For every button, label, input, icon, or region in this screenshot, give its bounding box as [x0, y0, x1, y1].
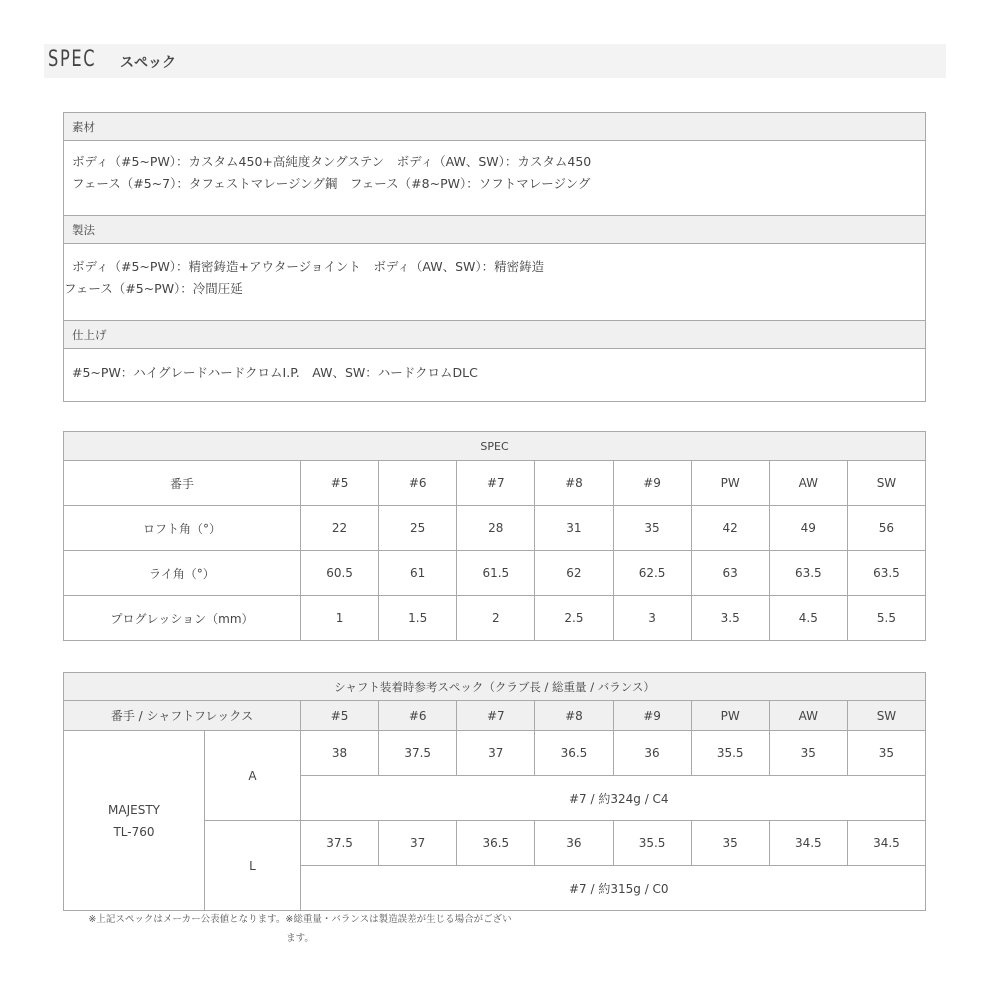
method-line: ボディ（#5~PW）：精密鋳造+アウタージョイント ボディ（AW、SW）：精密鋳造 [72, 259, 545, 274]
materials-table [63, 112, 926, 402]
shaft-model [64, 731, 205, 911]
spec-cell: 49 [769, 506, 847, 551]
spec-cell: 62 [535, 551, 613, 596]
shaft-length-cell: 37 [379, 821, 457, 866]
spec-cell: #8 [535, 461, 613, 506]
spec-table-title: SPEC [64, 432, 926, 461]
spec-cell: 28 [457, 506, 535, 551]
spec-cell: 56 [847, 506, 925, 551]
spec-cell: 5.5 [847, 596, 925, 641]
materials-line: ボディ（#5~PW）：カスタム450+高純度タングステン ボディ（AW、SW）：カスタム450 [72, 154, 592, 169]
spec-cell: 60.5 [301, 551, 379, 596]
shaft-length-cell: 35.5 [613, 821, 691, 866]
shaft-length-cell: 34.5 [847, 821, 925, 866]
shaft-column-header: #9 [613, 701, 691, 731]
section-title-band [44, 44, 946, 78]
shaft-length-row [64, 731, 926, 776]
shaft-column-header: #5 [301, 701, 379, 731]
shaft-length-cell: 35 [691, 821, 769, 866]
shaft-spec-table [63, 672, 926, 911]
spec-cell: 62.5 [613, 551, 691, 596]
shaft-flex: A [205, 731, 301, 821]
section-title-en: SPEC [48, 47, 97, 72]
footnote [63, 910, 537, 948]
spec-cell: 63.5 [769, 551, 847, 596]
shaft-length-cell: 37.5 [379, 731, 457, 776]
spec-cell: AW [769, 461, 847, 506]
shaft-length-cell: 38 [301, 731, 379, 776]
spec-cell: 1.5 [379, 596, 457, 641]
shaft-length-cell: 36.5 [535, 731, 613, 776]
shaft-length-cell: 36 [613, 731, 691, 776]
spec-cell: #5 [301, 461, 379, 506]
finish-label: 仕上げ [64, 321, 926, 349]
shaft-header-label: 番手 / シャフトフレックス [64, 701, 301, 731]
spec-cell: 63.5 [847, 551, 925, 596]
shaft-length-cell: 35 [769, 731, 847, 776]
spec-row-label: プログレッション（mm） [64, 596, 301, 641]
section-title-ja: スペック [120, 55, 176, 71]
shaft-table-title: シャフト装着時参考スペック（クラブ長 / 総重量 / バランス） [64, 673, 926, 701]
spec-cell: 2 [457, 596, 535, 641]
spec-cell: SW [847, 461, 925, 506]
spec-cell: 42 [691, 506, 769, 551]
spec-row [64, 596, 926, 641]
spec-row-label: 番手 [64, 461, 301, 506]
shaft-flex: L [205, 821, 301, 911]
shaft-column-header: SW [847, 701, 925, 731]
spec-row [64, 461, 926, 506]
spec-cell: 3 [613, 596, 691, 641]
shaft-column-header: #7 [457, 701, 535, 731]
spec-cell: 35 [613, 506, 691, 551]
spec-row [64, 506, 926, 551]
spec-cell: #7 [457, 461, 535, 506]
spec-cell: 25 [379, 506, 457, 551]
spec-cell: 22 [301, 506, 379, 551]
footnote-line2: ます。 [286, 933, 314, 944]
finish-line: #5~PW：ハイグレードハードクロムI.P. AW、SW：ハードクロムDLC [72, 365, 478, 380]
shaft-column-header: #8 [535, 701, 613, 731]
method-label: 製法 [64, 216, 926, 244]
shaft-weight-balance: #7 / 約315g / C0 [301, 866, 926, 911]
footnote-line1: ※上記スペックはメーカー公表値となります。※総重量・バランスは製造誤差が生じる場合がござい [88, 914, 512, 925]
spec-cell: #6 [379, 461, 457, 506]
spec-cell: PW [691, 461, 769, 506]
spec-cell: 63 [691, 551, 769, 596]
shaft-length-cell: 35.5 [691, 731, 769, 776]
spec-cell: 61.5 [457, 551, 535, 596]
shaft-column-header: PW [691, 701, 769, 731]
spec-row [64, 551, 926, 596]
finish-content [64, 349, 926, 402]
shaft-length-cell: 34.5 [769, 821, 847, 866]
shaft-length-cell: 37 [457, 731, 535, 776]
spec-cell: 1 [301, 596, 379, 641]
method-content [64, 244, 926, 321]
shaft-column-header: AW [769, 701, 847, 731]
shaft-weight-balance: #7 / 約324g / C4 [301, 776, 926, 821]
shaft-length-cell: 36.5 [457, 821, 535, 866]
spec-table [63, 431, 926, 641]
shaft-column-header: #6 [379, 701, 457, 731]
spec-cell: #9 [613, 461, 691, 506]
spec-cell: 4.5 [769, 596, 847, 641]
shaft-model-number: TL-760 [113, 824, 155, 839]
shaft-model-name: MAJESTY [108, 802, 160, 817]
spec-cell: 31 [535, 506, 613, 551]
shaft-length-cell: 37.5 [301, 821, 379, 866]
spec-row-label: ロフト角（°） [64, 506, 301, 551]
materials-line: フェース（#5~7）：タフェストマレージング鋼 フェース（#8~PW）：ソフトマレージング [72, 176, 591, 191]
method-line: フェース（#5~PW）：冷間圧延 [64, 281, 243, 296]
spec-cell: 61 [379, 551, 457, 596]
spec-cell: 3.5 [691, 596, 769, 641]
spec-cell: 2.5 [535, 596, 613, 641]
shaft-length-cell: 35 [847, 731, 925, 776]
spec-row-label: ライ角（°） [64, 551, 301, 596]
materials-label: 素材 [64, 113, 926, 141]
shaft-length-cell: 36 [535, 821, 613, 866]
materials-content [64, 141, 926, 216]
